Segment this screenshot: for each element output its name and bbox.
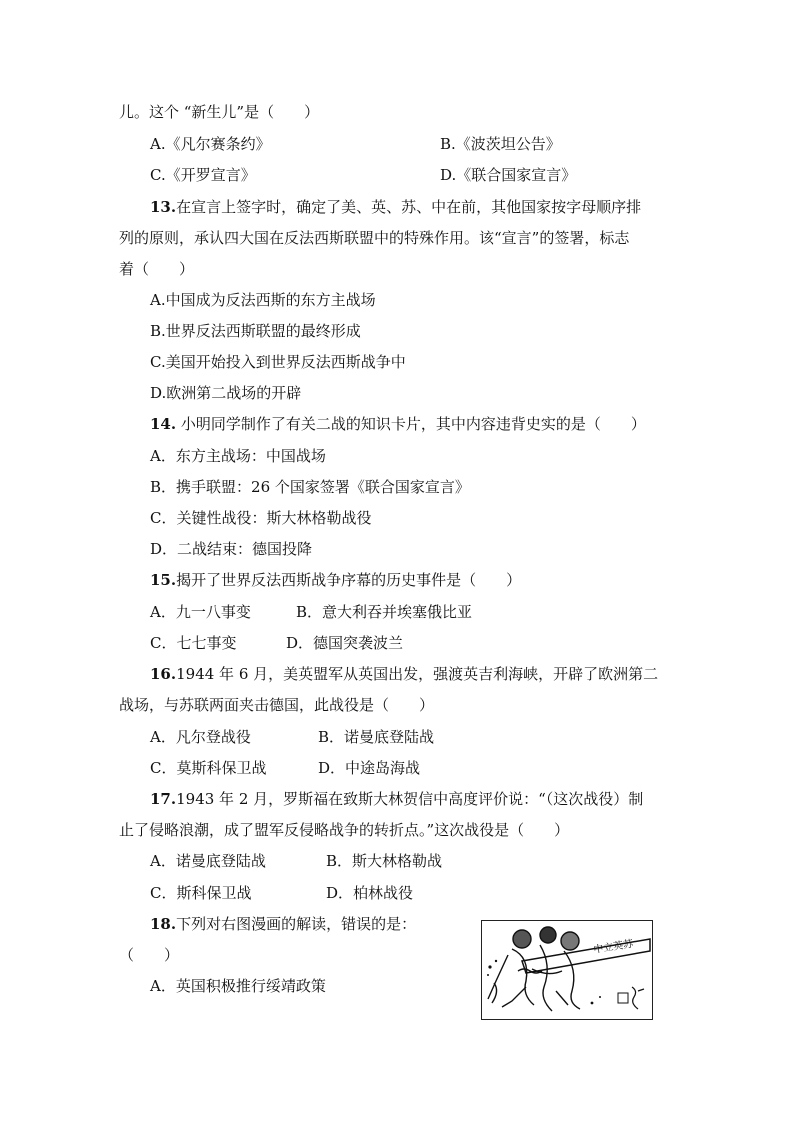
q13-option-c: C.美国开始投入到世界反法西斯战争中	[150, 353, 406, 371]
q14-number: 14.	[150, 415, 177, 433]
q14-option-a: A．东方主战场：中国战场	[150, 447, 326, 465]
q17-option-d: D．柏林战役	[326, 884, 414, 902]
q12-option-d: D.《联合国家宣言》	[440, 166, 577, 184]
q14-option-d: D．二战结束：德国投降	[150, 540, 313, 558]
q16-number: 16.	[150, 665, 177, 683]
q13-stem-line-3: 着（ ）	[119, 260, 195, 278]
q16-option-c: C．莫斯科保卫战	[150, 759, 267, 777]
q17-number: 17.	[150, 790, 177, 808]
q15-option-c: C．七七事变	[150, 634, 237, 652]
q15-stem: 15.揭开了世界反法西斯战争序幕的历史事件是（ ）	[150, 571, 522, 589]
q18-stem-line-2: （ ）	[119, 946, 180, 964]
q18-option-a: A．英国积极推行绥靖政策	[150, 977, 326, 995]
q14-option-c: C．关键性战役：斯大林格勒战役	[150, 509, 372, 527]
q14-option-b: B．携手联盟：26 个国家签署《联合国家宣言》	[150, 478, 470, 496]
cartoon-image	[481, 920, 653, 1020]
q13-option-a: A.中国成为反法西斯的东方主战场	[150, 291, 376, 309]
cartoon-signature	[632, 987, 644, 1009]
cartoon-drawing	[482, 921, 652, 1019]
q16-option-a: A．凡尔登战役	[150, 728, 251, 746]
q18-number: 18.	[150, 915, 177, 933]
q16-stem-line-1: 16.1944 年 6 月，美英盟军从英国出发，强渡英吉利海峡，开辟了欧洲第二	[150, 665, 659, 683]
q17-option-a: A．诺曼底登陆战	[150, 852, 266, 870]
q18-stem-line-1: 18.下列对右图漫画的解读，错误的是：	[150, 915, 417, 933]
q13-option-b: B.世界反法西斯联盟的最终形成	[150, 322, 361, 340]
q16-stem-line-2: 战场，与苏联两面夹击德国，此战役是（ ）	[119, 696, 435, 714]
q13-number: 13.	[150, 198, 177, 216]
q17-option-c: C．斯科保卫战	[150, 884, 252, 902]
q17-stem-line-1: 17.1943 年 2 月，罗斯福在致斯大林贺信中高度评价说：“（这次战役）制	[150, 790, 644, 808]
q13-stem-line-1: 13.在宣言上签字时，确定了美、英、苏、中在前，其他国家按字母顺序排	[150, 198, 642, 216]
q15-option-b: B．意大利吞并埃塞俄比亚	[296, 603, 473, 621]
cartoon-seal	[618, 993, 628, 1003]
q13-stem-line-2: 列的原则，承认四大国在反法西斯联盟中的特殊作用。该“宣言”的签署，标志	[119, 229, 630, 247]
q15-number: 15.	[150, 571, 177, 589]
q15-option-d: D．德国突袭波兰	[286, 634, 404, 652]
q13-option-d: D.欧洲第二战场的开辟	[150, 384, 302, 402]
q12-option-c: C.《开罗宣言》	[150, 166, 256, 184]
q17-stem-line-2: 止了侵略浪潮，成了盟军反侵略战争的转折点。”这次战役是（ ）	[119, 821, 570, 839]
q17-option-b: B．斯大林格勒战	[326, 852, 443, 870]
q12-option-a: A.《凡尔赛条约》	[150, 135, 271, 153]
q15-option-a: A．九一八事变	[150, 603, 251, 621]
q16-option-b: B．诺曼底登陆战	[318, 728, 435, 746]
cartoon-label: 中立英苏	[592, 938, 634, 956]
q14-stem: 14. 小明同学制作了有关二战的知识卡片，其中内容违背史实的是（ ）	[150, 415, 646, 433]
q16-option-d: D．中途岛海战	[318, 759, 421, 777]
q12-stem: 儿。这个 “新生儿”是（ ）	[119, 103, 320, 121]
q12-option-b: B.《波茨坦公告》	[440, 135, 561, 153]
